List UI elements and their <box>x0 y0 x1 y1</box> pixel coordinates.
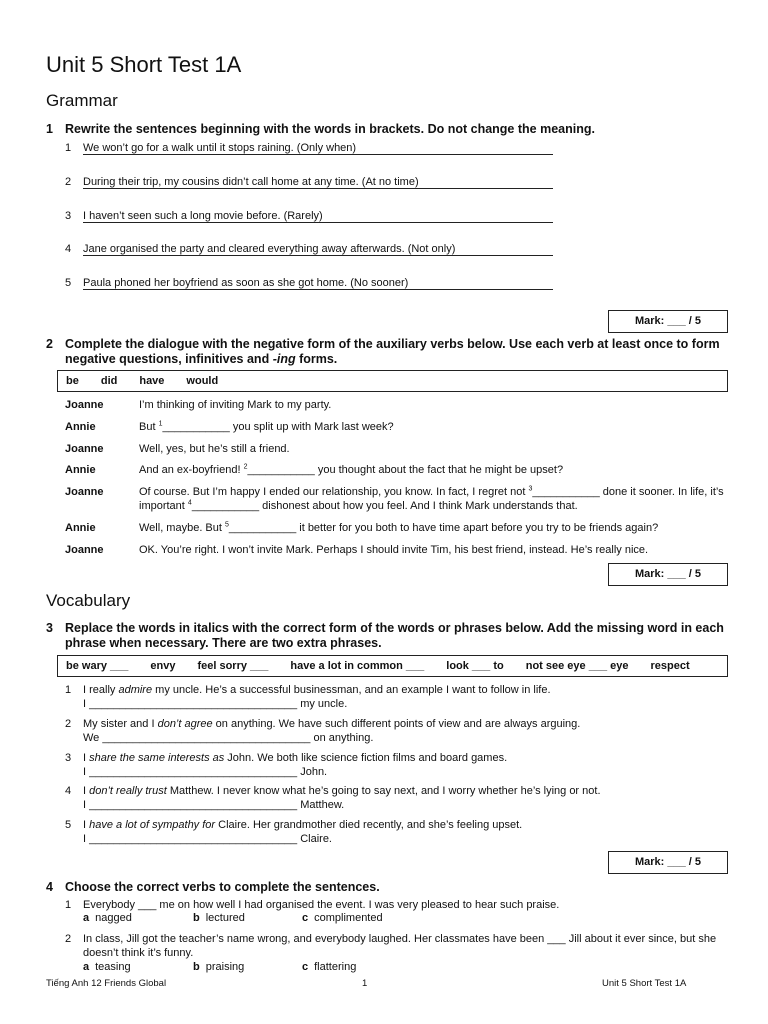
item-text <box>83 784 723 812</box>
text-part: Of course. But I’m happy I ended our relationship, you know. In fact, I regret not <box>139 486 529 498</box>
option-letter: b <box>193 961 200 973</box>
answer-start: I <box>83 766 87 778</box>
option-letter: b <box>193 912 200 924</box>
item-number: 5 <box>65 277 72 289</box>
item-text: In class, Jill got the teacher’s name wrong, and everybody laughed. Her classmates have been ___ Jill about it ever since, but she doesn’t think it’s funny. <box>83 933 717 959</box>
answer-end: Claire. <box>300 833 332 845</box>
word-option: respect <box>650 660 690 672</box>
text-part: But <box>139 421 159 433</box>
italic-phrase: don’t really trust <box>89 785 167 797</box>
italic-phrase: admire <box>118 684 153 696</box>
instruction-text <box>65 337 725 367</box>
item-number: 3 <box>65 752 72 764</box>
gap-number: 1 <box>158 420 163 428</box>
section-vocabulary-heading: Vocabulary <box>46 591 131 610</box>
word-option: did <box>100 375 118 387</box>
footer-left: Tiếng Anh 12 Friends Global <box>46 978 167 989</box>
section-grammar-heading: Grammar <box>46 91 118 110</box>
word-option: have a lot in common ___ <box>290 660 425 672</box>
option-text: teasing <box>95 961 131 973</box>
item-number: 5 <box>65 819 72 831</box>
italic-phrase: don’t agree <box>157 718 213 730</box>
instruction-text: Replace the words in italics with the correct form of the words or phrases below. Add the missing word in each phrase when necessary. There are two extra phrases. <box>65 621 724 650</box>
text-part: Claire. Her grandmother died recently, and she’s feeling upset. <box>215 819 523 831</box>
answer-line[interactable] <box>83 222 553 223</box>
question-number: 2 <box>46 337 53 351</box>
item-number: 1 <box>65 684 72 696</box>
item-text: Jane organised the party and cleared everything away afterwards. (Not only) <box>83 243 456 255</box>
answer-blank[interactable]: __________________________________ <box>89 766 298 778</box>
item-text: During their trip, my cousins didn’t call home at any time. (At no time) <box>83 176 419 188</box>
question-number: 3 <box>46 621 53 635</box>
instruction-part: forms. <box>295 352 338 366</box>
dialogue-text <box>139 420 724 434</box>
text-part: ___________ you split up with Mark last week? <box>162 421 394 433</box>
text-part: I <box>83 752 90 764</box>
item-number: 2 <box>65 176 72 188</box>
answer-blank[interactable]: __________________________________ <box>89 698 298 710</box>
option-text: nagged <box>95 912 132 924</box>
answer-blank[interactable]: __________________________________ <box>89 799 298 811</box>
text-part: ___________ done it sooner. In life, it’s important <box>139 486 724 512</box>
item-text <box>83 751 723 779</box>
speaker-name: Joanne <box>65 544 104 556</box>
question-number: 4 <box>46 880 53 894</box>
italic-phrase: share the same interests as <box>89 752 225 764</box>
text-part: Well, maybe. But <box>139 522 225 534</box>
dialogue-text <box>139 521 724 535</box>
text-part: ___________ you thought about the fact that he might be upset? <box>247 464 564 476</box>
text-part: And an ex-boyfriend! <box>139 464 244 476</box>
gap-number: 5 <box>225 521 229 529</box>
text-part: John. We both like science fiction films and board games. <box>224 752 508 764</box>
item-text: I haven’t seen such a long movie before. (Rarely) <box>83 210 323 222</box>
text-part: I <box>83 785 90 797</box>
item-text <box>83 683 723 711</box>
q2-word-box <box>57 370 728 392</box>
option-a[interactable] <box>83 912 132 924</box>
item-number: 1 <box>65 142 72 154</box>
q2-mark-box: Mark: ___ / 5 <box>608 563 728 586</box>
text-part: My sister and I <box>83 718 158 730</box>
answer-line[interactable] <box>83 154 553 155</box>
q3-mark-box: Mark: ___ / 5 <box>608 851 728 874</box>
answer-line[interactable] <box>83 188 553 189</box>
answer-line[interactable] <box>83 255 553 256</box>
gap-number: 3 <box>528 485 533 493</box>
answer-start: We <box>83 732 100 744</box>
item-text: Paula phoned her boyfriend as soon as she got home. (No sooner) <box>83 277 409 289</box>
word-option: be <box>66 375 79 387</box>
speaker-name: Joanne <box>65 443 104 455</box>
option-text: lectured <box>205 912 245 924</box>
speaker-name: Joanne <box>65 486 104 498</box>
item-number: 3 <box>65 210 72 222</box>
q1-mark-box: Mark: ___ / 5 <box>608 310 728 333</box>
word-option: not see eye ___ eye <box>525 660 629 672</box>
q3-word-box <box>57 655 728 677</box>
option-letter: a <box>83 912 90 924</box>
text-part: I <box>83 819 90 831</box>
page-number: 1 <box>362 978 368 989</box>
footer-right: Unit 5 Short Test 1A <box>602 978 687 989</box>
item-text <box>83 717 723 745</box>
dialogue-text: Well, yes, but he’s still a friend. <box>139 443 290 455</box>
option-c[interactable] <box>302 961 356 973</box>
speaker-name: Annie <box>65 522 96 534</box>
speaker-name: Annie <box>65 421 96 433</box>
answer-blank[interactable]: __________________________________ <box>102 732 311 744</box>
item-number: 2 <box>65 718 72 730</box>
option-letter: a <box>83 961 90 973</box>
option-b[interactable] <box>193 912 245 924</box>
answer-end: my uncle. <box>300 698 348 710</box>
text-part: ___________ it better for you both to have time apart before you try to be friends again? <box>228 522 659 534</box>
item-number: 2 <box>65 933 72 945</box>
option-letter: c <box>302 912 309 924</box>
text-part: ___________ dishonest about how you feel. And I think Mark understands that. <box>191 500 578 512</box>
option-b[interactable] <box>193 961 244 973</box>
item-number: 4 <box>65 785 72 797</box>
word-option: would <box>186 375 219 387</box>
answer-end: John. <box>300 766 328 778</box>
answer-end: Matthew. <box>300 799 345 811</box>
option-c[interactable] <box>302 912 383 924</box>
italic-phrase: have a lot of sympathy for <box>89 819 216 831</box>
gap-number: 2 <box>243 463 248 471</box>
dialogue-text: OK. You’re right. I won’t invite Mark. Perhaps I should invite Tim, his best friend, instead. He’s really nice. <box>139 544 649 556</box>
gap-number: 4 <box>187 499 192 507</box>
word-option: be wary ___ <box>66 660 129 672</box>
answer-line[interactable] <box>83 289 553 290</box>
option-text: flattering <box>314 961 357 973</box>
word-option: envy <box>150 660 176 672</box>
answer-end: on anything. <box>313 732 374 744</box>
text-part: on anything. We have such different points of view and are always arguing. <box>212 718 581 730</box>
answer-start: I <box>83 833 87 845</box>
dialogue-text <box>139 485 724 513</box>
question-number: 1 <box>46 122 53 136</box>
word-option: feel sorry ___ <box>197 660 269 672</box>
text-part: Matthew. I never know what he’s going to say next, and I worry whether he’s lying or not. <box>166 785 601 797</box>
option-text: praising <box>205 961 245 973</box>
item-number: 4 <box>65 243 72 255</box>
page-title: Unit 5 Short Test 1A <box>46 52 242 77</box>
answer-start: I <box>83 698 87 710</box>
speaker-name: Joanne <box>65 399 104 411</box>
word-option: have <box>139 375 165 387</box>
instruction-text: Choose the correct verbs to complete the sentences. <box>65 880 380 894</box>
instruction-italic: -ing <box>272 352 296 366</box>
option-letter: c <box>302 961 309 973</box>
instruction-text: Rewrite the sentences beginning with the words in brackets. Do not change the meaning. <box>65 122 595 136</box>
option-a[interactable] <box>83 961 131 973</box>
text-part: I really <box>83 684 119 696</box>
item-number: 1 <box>65 899 72 911</box>
option-text: complimented <box>314 912 383 924</box>
answer-blank[interactable]: __________________________________ <box>89 833 298 845</box>
item-text <box>83 818 723 846</box>
answer-start: I <box>83 799 87 811</box>
item-text: Everybody ___ me on how well I had organised the event. I was very pleased to hear such praise. <box>83 899 560 911</box>
instruction-part: Complete the dialogue with the negative form of the auxiliary verbs below. Use each verb at least once to form negative questions, infinitives and <box>65 337 720 366</box>
dialogue-text <box>139 463 724 477</box>
text-part: my uncle. He’s a successful businessman, and an example I want to follow in life. <box>152 684 551 696</box>
speaker-name: Annie <box>65 464 96 476</box>
item-text: We won’t go for a walk until it stops raining. (Only when) <box>83 142 357 154</box>
word-option: look ___ to <box>446 660 504 672</box>
dialogue-text: I’m thinking of inviting Mark to my party. <box>139 399 332 411</box>
